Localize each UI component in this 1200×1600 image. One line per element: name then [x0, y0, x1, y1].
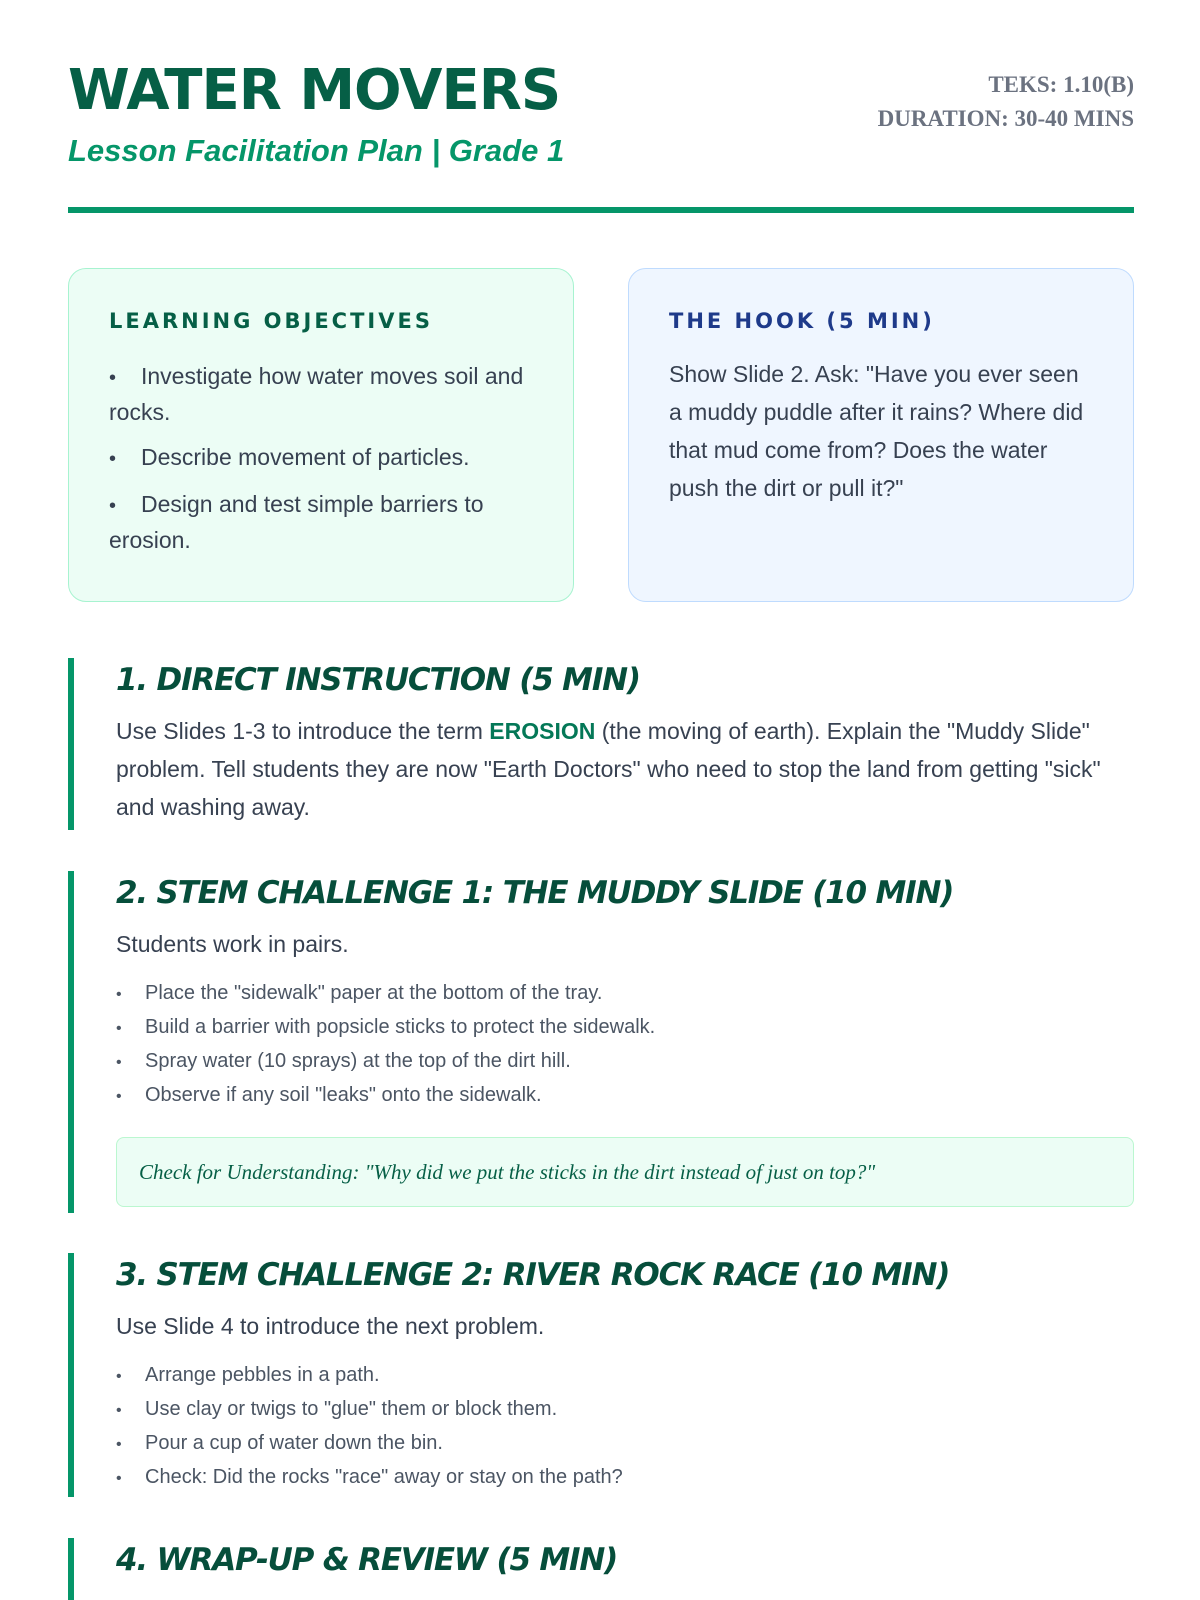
page-title: WATER MOVERS — [68, 58, 561, 123]
erosion-term: EROSION — [489, 718, 596, 744]
section-intro: Use Slide 4 to introduce the next problem. — [116, 1313, 545, 1339]
section-heading: 1. DIRECT INSTRUCTION (5 MIN) — [116, 662, 640, 698]
step-item: • Observe if any soil "leaks" onto the sidewalk. — [116, 1079, 1134, 1113]
lesson-meta — [878, 68, 1134, 136]
step-item: • Spray water (10 sprays) at the top of the dirt hill. — [116, 1045, 1134, 1079]
section-river-rock-race — [68, 1253, 1134, 1497]
objective-item: • Describe movement of particles. — [109, 440, 533, 476]
page-subtitle: Lesson Facilitation Plan | Grade 1 — [68, 132, 565, 168]
section-heading: 3. STEM CHALLENGE 2: RIVER ROCK RACE (10 MIN) — [116, 1257, 950, 1293]
teks-code: TEKS: 1.10(B) — [988, 72, 1134, 97]
objectives-list — [109, 359, 533, 557]
step-item: • Pour a cup of water down the bin. — [116, 1427, 1134, 1461]
hook-text: Show Slide 2. Ask: "Have you ever seen a muddy puddle after it rains? Where did that mud come from? Does the water push the dirt or pull it?" — [669, 361, 1084, 501]
section-heading: 4. WRAP-UP & REVIEW (5 MIN) — [116, 1542, 618, 1578]
hook-card — [628, 268, 1134, 602]
steps-list — [116, 977, 1134, 1113]
steps-list — [116, 1359, 1134, 1495]
section-heading: 2. STEM CHALLENGE 1: THE MUDDY SLIDE (10 MIN) — [116, 875, 954, 911]
learning-objectives-card — [68, 268, 574, 602]
hook-heading: THE HOOK (5 MIN) — [669, 309, 935, 333]
text-before: Use Slides 1-3 to introduce the term — [116, 718, 490, 744]
step-item: • Check: Did the rocks "race" away or stay on the path? — [116, 1461, 1134, 1495]
section-text — [116, 712, 1134, 826]
objective-item: • Investigate how water moves soil and rocks. — [109, 359, 533, 429]
step-item: • Use clay or twigs to "glue" them or block them. — [116, 1393, 1134, 1427]
step-item: • Build a barrier with popsicle sticks to protect the sidewalk. — [116, 1011, 1134, 1045]
header-divider — [68, 207, 1134, 213]
objective-item: • Design and test simple barriers to erosion. — [109, 487, 533, 557]
step-item: • Arrange pebbles in a path. — [116, 1359, 1134, 1393]
text-after: (the moving of earth). Explain the "Muddy Slide" problem. Tell students they are now "Earth Doctors" who need to stop the land from getting "sick" and washing away. — [116, 718, 1101, 820]
step-item: • Place the "sidewalk" paper at the bottom of the tray. — [116, 977, 1134, 1011]
objectives-heading: LEARNING OBJECTIVES — [109, 309, 433, 333]
section-muddy-slide — [68, 871, 1134, 1213]
header — [68, 58, 1134, 169]
section-direct-instruction — [68, 658, 1134, 830]
section-intro: Students work in pairs. — [116, 931, 349, 957]
section-wrap-up — [68, 1538, 1134, 1600]
duration: DURATION: 30-40 MINS — [877, 106, 1134, 131]
check-for-understanding: Check for Understanding: "Why did we put the sticks in the dirt instead of just on top?" — [116, 1137, 1134, 1207]
